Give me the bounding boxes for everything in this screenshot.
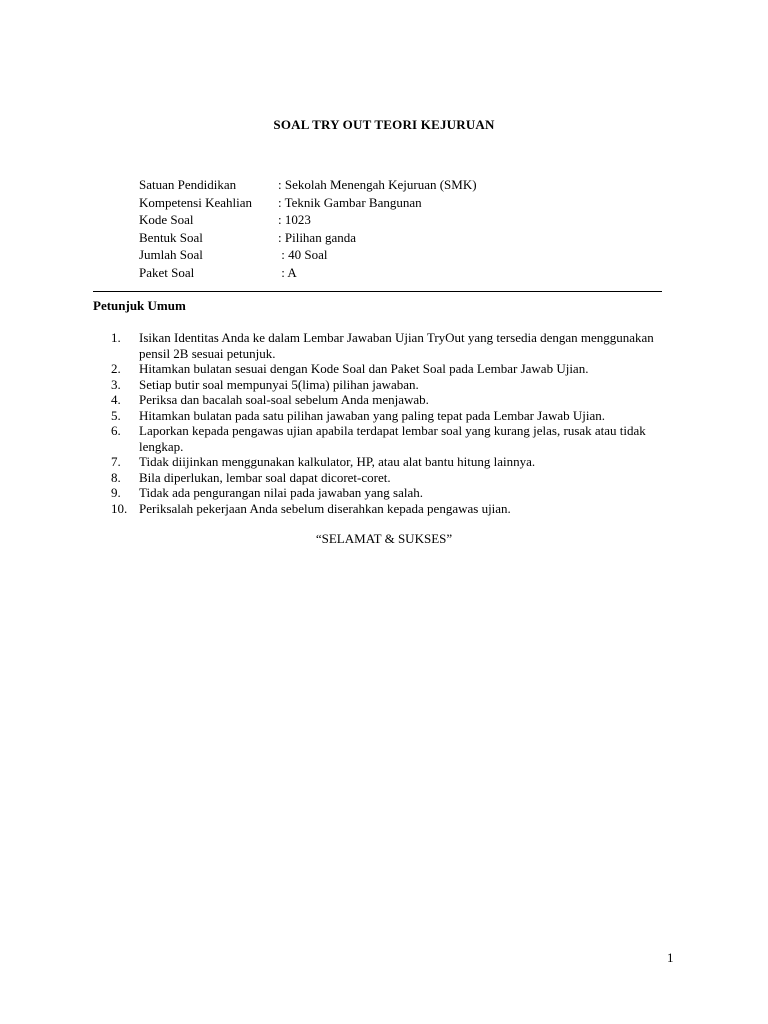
list-item-number: 3. (111, 376, 121, 392)
list-item-text: Laporkan kepada pengawas ujian apabila terdapat lembar soal yang kurang jelas, rusak atau tidak lengkap. (139, 423, 646, 454)
list-item-text: Bila diperlukan, lembar soal dapat dicoret-coret. (139, 469, 391, 485)
list-item-number: 6. (111, 423, 121, 438)
list-item-number: 10. (111, 500, 128, 516)
info-value: : A (278, 264, 297, 280)
list-item-text: Periksa dan bacalah soal-soal sebelum Anda menjawab. (139, 392, 429, 407)
horizontal-divider (93, 291, 662, 292)
list-item-number: 7. (111, 454, 121, 469)
info-value: : Pilihan ganda (278, 229, 356, 245)
info-value: : Sekolah Menengah Kejuruan (SMK) (278, 177, 477, 192)
info-row-bentuk-soal (139, 229, 477, 247)
section-heading: Petunjuk Umum (93, 298, 186, 313)
list-item-text: Isikan Identitas Anda ke dalam Lembar Jawaban Ujian TryOut yang tersedia dengan menggunakan pensil 2B sesuai petunjuk. (139, 330, 654, 361)
list-item-number: 4. (111, 392, 121, 407)
page-number: 1 (667, 950, 674, 965)
list-item-text: Hitamkan bulatan sesuai dengan Kode Soal dan Paket Soal pada Lembar Jawab Ujian. (139, 361, 589, 376)
list-item (111, 361, 671, 377)
info-label: Kode Soal (139, 212, 194, 227)
list-item (111, 470, 671, 486)
info-row-paket-soal (139, 264, 477, 282)
page-title: SOAL TRY OUT TEORI KEJURUAN (273, 117, 495, 132)
instruction-list (111, 330, 671, 516)
list-item (111, 392, 671, 408)
info-label: Paket Soal (139, 264, 195, 280)
list-item-text: Tidak diijinkan menggunakan kalkulator, HP, atau alat bantu hitung lainnya. (139, 454, 536, 469)
list-item-number: 9. (111, 485, 121, 500)
info-row-kompetensi-keahlian (139, 194, 477, 212)
list-item-text: Setiap butir soal mempunyai 5(lima) pilihan jawaban. (139, 376, 419, 392)
info-label: Satuan Pendidikan (139, 177, 237, 192)
list-item (111, 423, 671, 454)
info-row-satuan-pendidikan (139, 176, 477, 194)
list-item (111, 454, 671, 470)
list-item-number: 8. (111, 469, 121, 485)
exam-info (139, 176, 477, 281)
list-item-text: Periksalah pekerjaan Anda sebelum diserahkan kepada pengawas ujian. (139, 500, 511, 516)
info-label: Jumlah Soal (139, 247, 203, 262)
list-item-number: 1. (111, 330, 121, 345)
list-item-number: 5. (111, 407, 121, 423)
list-item-number: 2. (111, 361, 121, 376)
list-item (111, 408, 671, 424)
info-value: : Teknik Gambar Bangunan (278, 194, 422, 210)
closing-message: “SELAMAT & SUKSES” (315, 531, 453, 546)
list-item (111, 377, 671, 393)
list-item-text: Tidak ada pengurangan nilai pada jawaban yang salah. (139, 485, 423, 500)
list-item-text: Hitamkan bulatan pada satu pilihan jawaban yang paling tepat pada Lembar Jawab Ujian. (139, 407, 606, 423)
list-item (111, 501, 671, 517)
list-item (111, 485, 671, 501)
info-label: Bentuk Soal (139, 229, 203, 245)
info-value: : 40 Soal (278, 247, 328, 262)
list-item (111, 330, 671, 361)
info-row-kode-soal (139, 211, 477, 229)
info-label: Kompetensi Keahlian (139, 194, 252, 210)
info-value: : 1023 (278, 212, 311, 227)
info-row-jumlah-soal (139, 246, 477, 264)
